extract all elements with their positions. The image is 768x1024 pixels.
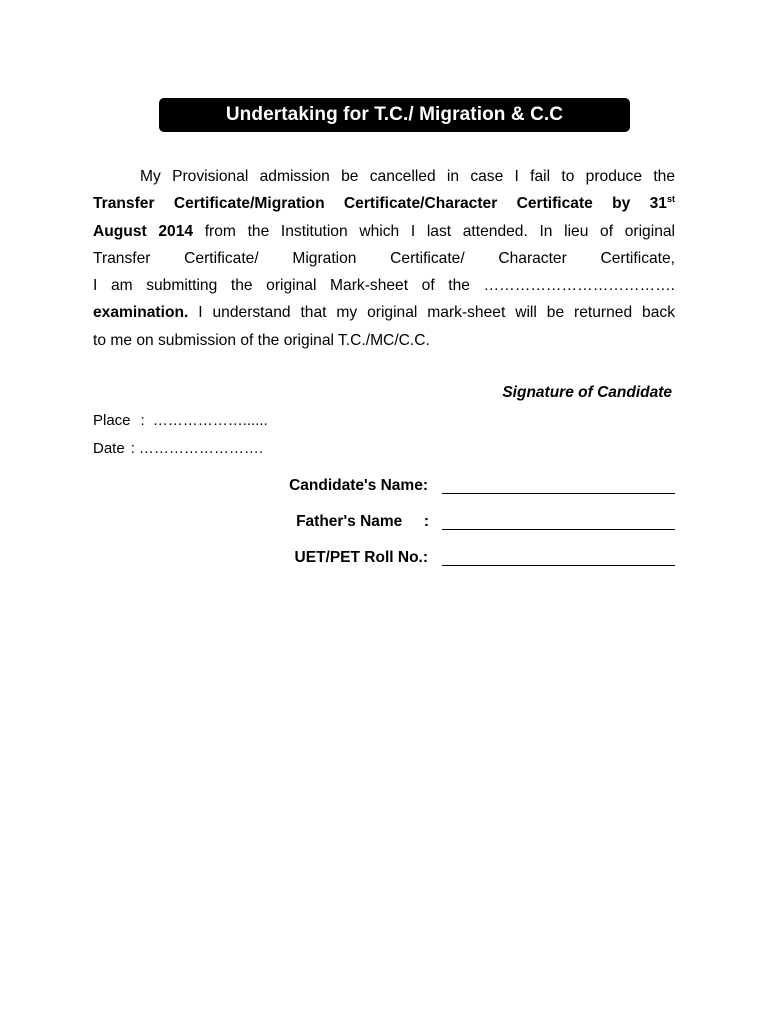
document-title: Undertaking for T.C./ Migration & C.C bbox=[225, 104, 564, 125]
place-label: Place bbox=[93, 412, 131, 429]
signature-label: Signature of Candidate bbox=[502, 384, 672, 401]
date-ordinal-suffix: st bbox=[666, 194, 675, 205]
place-field bbox=[93, 412, 268, 429]
paragraph-line-3-rest: from the Institution which I last attended. In lieu of original bbox=[193, 222, 675, 240]
date-value: ……………………. bbox=[138, 440, 264, 457]
date-label: Date bbox=[93, 440, 125, 457]
fathers-name-row bbox=[270, 513, 676, 535]
paragraph-line-1: My Provisional admission be cancelled in case I fail to produce the bbox=[140, 168, 675, 185]
candidate-name-label: Candidate's Name: bbox=[289, 477, 428, 494]
date-separator: : bbox=[130, 440, 135, 457]
place-value: ………………...... bbox=[152, 412, 268, 429]
fathers-name-label: Father's Name : bbox=[296, 513, 429, 530]
place-separator: : bbox=[140, 412, 145, 429]
date-field bbox=[93, 440, 263, 457]
deadline-month-year: August 2014 bbox=[93, 222, 194, 240]
examination-word: examination. bbox=[93, 304, 189, 322]
paragraph-line-6 bbox=[93, 299, 675, 326]
paragraph-line-7: to me on submission of the original T.C./MC/C.C. bbox=[93, 331, 430, 349]
roll-number-label: UET/PET Roll No.: bbox=[294, 549, 428, 566]
candidate-name-blank-line bbox=[442, 493, 675, 494]
paragraph-line-4: Transfer Certificate/ Migration Certificate/ Character Certificate, bbox=[93, 249, 675, 267]
paragraph-line-5: I am submitting the original Mark-sheet of the ………………………………. bbox=[93, 277, 675, 295]
roll-number-row bbox=[270, 549, 676, 571]
title-banner bbox=[159, 98, 630, 132]
roll-number-blank-line bbox=[442, 565, 675, 566]
candidate-name-row bbox=[270, 477, 676, 499]
paragraph-line-3 bbox=[93, 218, 675, 245]
paragraph-line-2 bbox=[93, 190, 675, 217]
certificate-names: Transfer Certificate/Migration Certificate/Character Certificate by 31 bbox=[93, 195, 667, 213]
fathers-name-blank-line bbox=[442, 529, 675, 530]
paragraph-line-6-rest: I understand that my original mark-sheet will be returned back bbox=[188, 304, 675, 322]
undertaking-paragraph bbox=[93, 163, 675, 354]
